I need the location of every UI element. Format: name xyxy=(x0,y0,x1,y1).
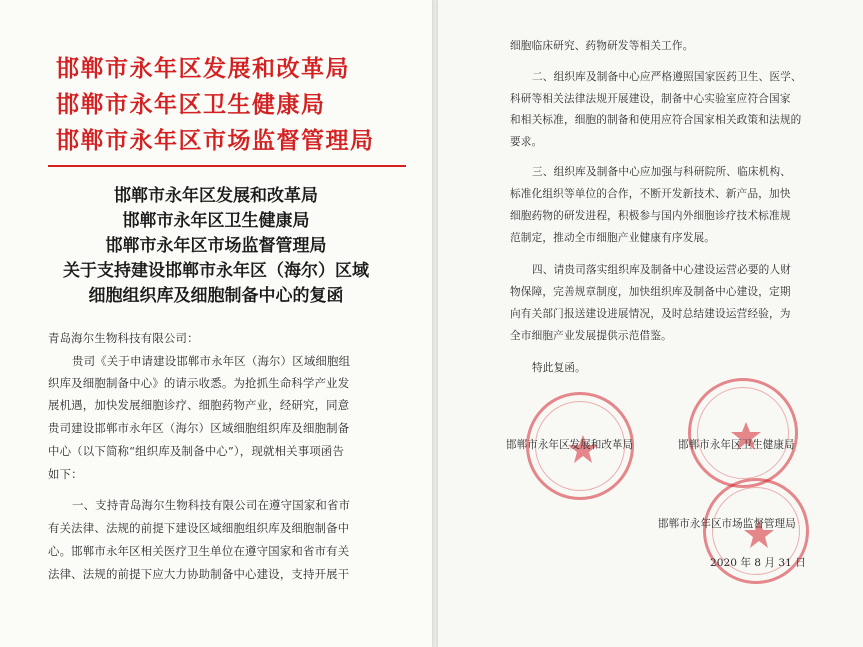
signature-health: 邯郸市永年区卫生健康局 xyxy=(678,439,795,451)
body-line: 有关法律、法规的前提下建设区域细胞组织库及细胞制备中 xyxy=(48,521,350,535)
document-date: 2020 年 8 月 31 日 xyxy=(710,557,806,569)
body-line: 法律、法规的前提下应大力协助制备中心建设，支持开展干 xyxy=(48,567,350,581)
body-line: 贵司建设邯郸市永年区（海尔）区域细胞组织库及细胞制备 xyxy=(48,421,350,435)
body-line: 展机遇，加快发展细胞诊疗、细胞药物产业，经研究，同意 xyxy=(48,398,350,412)
body-line: 中心（以下简称“组织库及制备中心”），现就相关事项函告 xyxy=(48,444,345,458)
body-line: 织库及细胞制备中心》的请示收悉。为抢抓生命科学产业发 xyxy=(48,376,350,390)
closing-text: 特此复函。 xyxy=(532,362,586,374)
body-line: 细胞药物的研发进程，积极参与国内外细胞诊疗技术标准规 xyxy=(510,210,791,222)
title-line-2: 邯郸市永年区卫生健康局 xyxy=(122,211,310,231)
salutation: 青岛海尔生物科技有限公司： xyxy=(48,331,199,345)
body-line: 要求。 xyxy=(510,136,543,148)
title-line-5: 细胞组织库及细胞制备中心的复函 xyxy=(88,286,344,306)
body-line: 物保障，完善规章制度，加快组织库及制备中心建设，定期 xyxy=(510,286,791,298)
body-line: 一、支持青岛海尔生物科技有限公司在遵守国家和省市 xyxy=(72,498,351,512)
red-header-market: 邯郸市永年区市场监督管理局 xyxy=(56,128,375,154)
body-line: 范制定，推动全市细胞产业健康有序发展。 xyxy=(510,232,716,244)
body-line: 向有关部门报送建设进展情况，及时总结建设运营经验，为 xyxy=(510,308,791,320)
signature-dev-reform: 邯郸市永年区发展和改革局 xyxy=(506,439,634,451)
signature-market: 邯郸市永年区市场监督管理局 xyxy=(658,518,796,530)
title-line-1: 邯郸市永年区发展和改革局 xyxy=(114,186,318,206)
body-line: 标准化组织等单位的合作，不断开发新技术、新产品，加快 xyxy=(510,188,791,200)
title-line-4: 关于支持建设邯郸市永年区（海尔）区域 xyxy=(63,261,369,281)
right-page xyxy=(438,0,863,647)
body-line: 细胞临床研究、药物研发等相关工作。 xyxy=(510,40,694,52)
body-line: 三、组织库及制备中心应加强与科研院所、临床机构、 xyxy=(532,166,792,178)
body-line: 全市细胞产业发展提供示范借鉴。 xyxy=(510,330,672,342)
body-line: 二、组织库及制备中心应严格遵照国家医药卫生、医学、 xyxy=(532,71,802,83)
red-divider-line xyxy=(48,165,406,167)
health-seal xyxy=(688,378,798,488)
body-line: 心。邯郸市永年区相关医疗卫生单位在遵守国家和省市有关 xyxy=(48,544,350,558)
title-line-3: 邯郸市永年区市场监督管理局 xyxy=(105,236,327,256)
body-line: 贵司《关于申请建设邯郸市永年区（海尔）区域细胞组 xyxy=(72,354,351,368)
body-line: 科研等相关法律法规开展建设，制备中心实验室应符合国家 xyxy=(510,93,791,105)
body-line: 如下： xyxy=(48,467,83,481)
body-line: 四、请贵司落实组织库及制备中心建设运营必要的人财 xyxy=(532,264,792,276)
red-header-dev-reform: 邯郸市永年区发展和改革局 xyxy=(56,56,350,82)
red-header-health: 邯郸市永年区卫生健康局 xyxy=(56,92,326,118)
body-line: 和相关标准，细胞的制备和使用应符合国家相关政策和法规的 xyxy=(510,114,802,126)
